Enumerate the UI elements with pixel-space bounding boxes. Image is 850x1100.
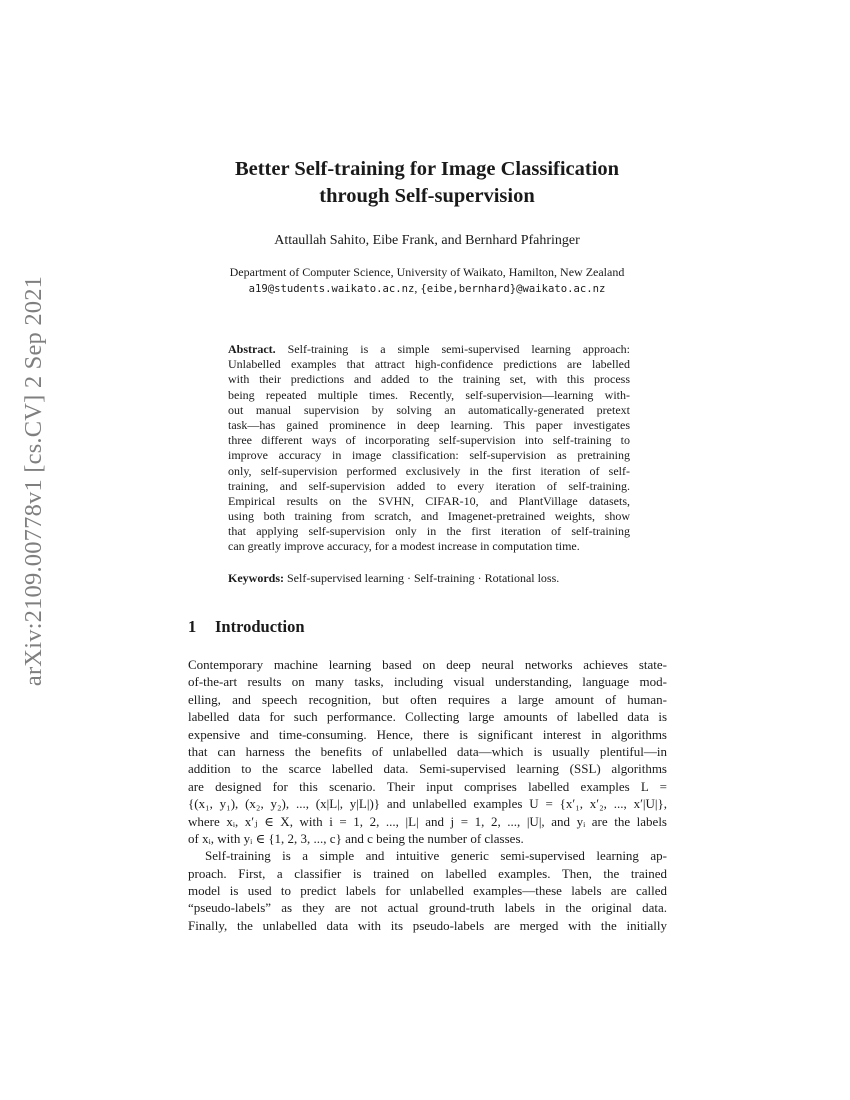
abstract-line: can greatly improve accuracy, for a modest increase in computation time. [228,539,580,554]
abstract-line: using both training from scratch, and Imagenet-pretrained weights, show [228,509,630,524]
abstract-label: Abstract. [228,342,276,356]
body-line: of xᵢ, with yᵢ ∈ {1, 2, 3, ..., c} and c being the number of classes. [188,830,524,846]
abstract-line [228,342,630,357]
body-line: Self-training is a simple and intuitive generic semi-supervised learning ap- [205,848,667,864]
arxiv-side-stamp [14,275,54,687]
body-line: Contemporary machine learning based on deep neural networks achieves state- [188,657,667,672]
introduction-body [188,656,667,934]
abstract-line: task—has gained prominence in deep learning. This paper investigates [228,417,630,432]
abstract-line: that applying self-supervision only in the first iteration of self-training [228,524,630,539]
affiliation-block [150,264,704,297]
abstract-line: training, and self-supervision added to every iteration of self-training. [228,478,630,493]
title-line-2: through Self-supervision [319,185,535,207]
body-line: labelled data for such performance. Collecting large amounts of labelled data is [188,709,667,725]
abstract-line-text: Self-training is a simple semi-supervised learning approach: [287,342,630,356]
abstract-line: improve accuracy in image classification: self-supervision as pretraining [228,448,630,463]
body-line: {(x₁, y₁), (x₂, y₂), ..., (x|L|, y|L|)} and unlabelled examples U = {x′₁, x′₂, ..., x′|U|}, [188,796,667,812]
body-line: where xᵢ, x′ⱼ ∈ X, with i = 1, 2, ..., |L| and j = 1, 2, ..., |U|, and yᵢ are the labels [188,813,667,829]
abstract-line: Empirical results on the SVHN, CIFAR-10, and PlantVillage datasets, [228,493,630,508]
abstract-line: three different ways of incorporating self-supervision into self-training to [228,433,630,448]
paper-title [150,156,704,210]
abstract-line: out manual supervision by solving an automatically-generated pretext [228,402,630,417]
body-line: are designed for this scenario. Their input comprises labelled examples L = [188,778,667,794]
body-line: elling, and speech recognition, but often requires a large amount of human- [188,691,667,707]
abstract-line: Unlabelled examples that attract high-confidence predictions are labelled [228,357,630,372]
body-line: expensive and time-consuming. Hence, there is significant interest in algorithms [188,726,667,742]
abstract-line: with their predictions and added to the training set, with this process [228,372,630,387]
email-separator: , [414,281,421,295]
abstract-line: being repeated multiple times. Recently, self-supervision—learning with- [228,387,630,402]
body-line: of-the-art results on many tasks, including visual understanding, language mod- [188,674,667,690]
section-number: 1 [188,617,197,636]
author-list: Attaullah Sahito, Eibe Frank, and Bernhard Pfahringer [274,233,580,248]
title-line-1: Better Self-training for Image Classification [234,158,620,180]
keywords [228,571,630,586]
body-line: addition to the scarce labelled data. Semi-supervised learning (SSL) algorithms [188,761,667,777]
keywords-label: Keywords: [228,571,284,585]
body-line: proach. First, a classifier is trained on labelled examples. Then, the trained [188,865,667,881]
body-line: Finally, the unlabelled data with its pseudo-labels are merged with the initially [188,917,667,933]
section-title: Introduction [215,617,305,636]
email-line [150,280,704,297]
email-student[interactable]: a19@students.waikato.ac.nz [248,283,415,295]
body-line: “pseudo-labels” as they are not actual ground-truth labels in the original data. [188,900,667,916]
email-faculty[interactable]: {eibe,bernhard}@waikato.ac.nz [420,283,606,295]
keywords-text: Self-supervised learning · Self-training · Rotational loss. [287,571,560,585]
abstract-line: only, self-supervision performed exclusively in the first iteration of self- [228,463,630,478]
section-heading [188,617,305,637]
body-line: that can harness the benefits of unlabelled data—which is usually plentiful—in [188,743,667,759]
arxiv-identifier: arXiv:2109.00778v1 [cs.CV] 2 Sep 2021 [20,275,47,687]
abstract [228,342,630,555]
body-line: model is used to predict labels for unlabelled examples—these labels are called [188,883,667,899]
affiliation-line: Department of Computer Science, University of Waikato, Hamilton, New Zealand [229,265,625,279]
